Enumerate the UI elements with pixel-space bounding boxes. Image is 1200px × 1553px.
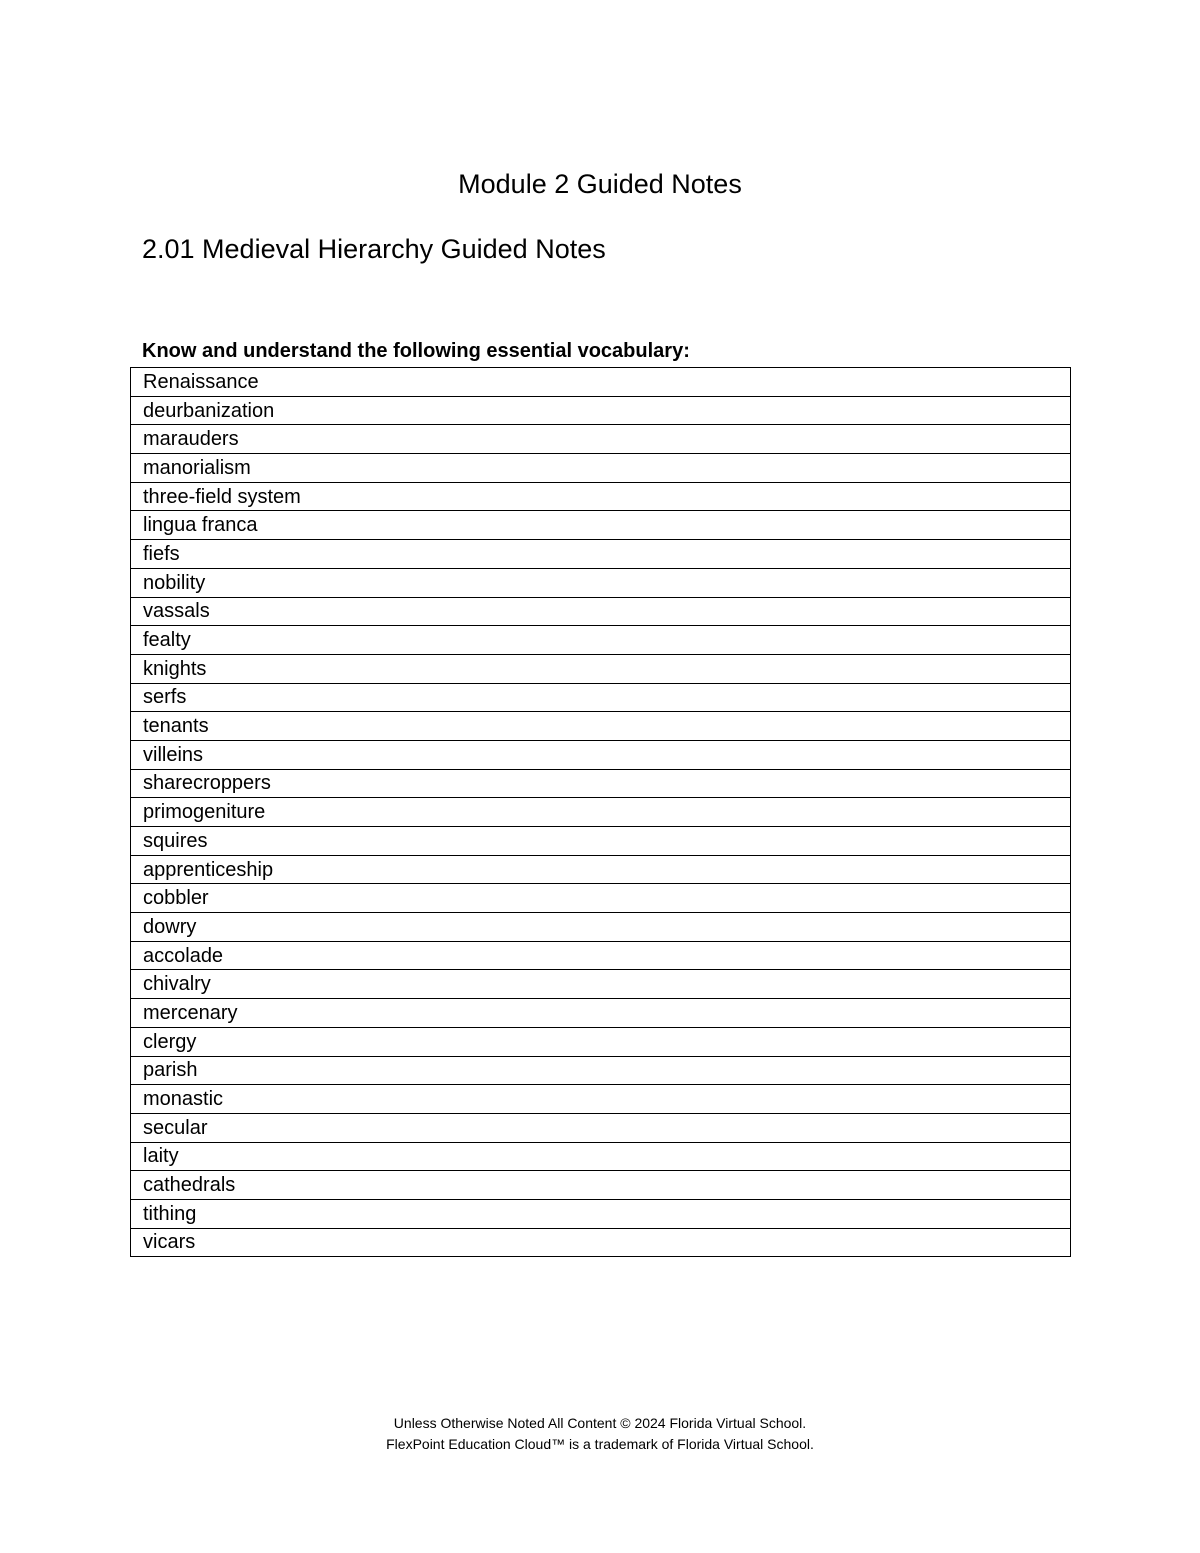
table-row <box>131 396 1071 425</box>
vocabulary-term: apprenticeship <box>131 855 1071 884</box>
table-row <box>131 1056 1071 1085</box>
table-row <box>131 999 1071 1028</box>
vocabulary-term: cobbler <box>131 884 1071 913</box>
table-row <box>131 1142 1071 1171</box>
vocabulary-term: cathedrals <box>131 1171 1071 1200</box>
footer-trademark: FlexPoint Education Cloud™ is a trademark of Florida Virtual School. <box>386 1436 814 1452</box>
vocabulary-term: deurbanization <box>131 396 1071 425</box>
vocabulary-term: sharecroppers <box>131 769 1071 798</box>
vocabulary-term: clergy <box>131 1027 1071 1056</box>
table-row <box>131 769 1071 798</box>
vocabulary-term: vicars <box>131 1228 1071 1257</box>
vocabulary-term: parish <box>131 1056 1071 1085</box>
vocabulary-term: mercenary <box>131 999 1071 1028</box>
vocabulary-term: serfs <box>131 683 1071 712</box>
table-row <box>131 740 1071 769</box>
vocabulary-term: fealty <box>131 626 1071 655</box>
vocabulary-term: tenants <box>131 712 1071 741</box>
table-row <box>131 511 1071 540</box>
vocabulary-term: laity <box>131 1142 1071 1171</box>
vocabulary-term: manorialism <box>131 454 1071 483</box>
vocabulary-term: fiefs <box>131 540 1071 569</box>
table-row <box>131 654 1071 683</box>
table-row <box>131 482 1071 511</box>
vocabulary-table-body <box>131 368 1071 1257</box>
section-title: 2.01 Medieval Hierarchy Guided Notes <box>142 234 606 264</box>
table-row <box>131 970 1071 999</box>
vocabulary-term: accolade <box>131 941 1071 970</box>
table-row <box>131 827 1071 856</box>
table-row <box>131 540 1071 569</box>
table-row <box>131 454 1071 483</box>
table-row <box>131 368 1071 397</box>
table-row <box>131 1113 1071 1142</box>
vocabulary-table <box>130 367 1071 1257</box>
vocabulary-term: marauders <box>131 425 1071 454</box>
vocabulary-term: monastic <box>131 1085 1071 1114</box>
vocabulary-term: villeins <box>131 740 1071 769</box>
vocabulary-term: secular <box>131 1113 1071 1142</box>
table-row <box>131 884 1071 913</box>
footer-copyright: Unless Otherwise Noted All Content © 2024 Florida Virtual School. <box>393 1415 807 1431</box>
footer <box>0 1413 1200 1455</box>
vocabulary-term: chivalry <box>131 970 1071 999</box>
table-row <box>131 798 1071 827</box>
table-row <box>131 597 1071 626</box>
table-row <box>131 913 1071 942</box>
vocabulary-term: primogeniture <box>131 798 1071 827</box>
vocabulary-term: dowry <box>131 913 1071 942</box>
table-row <box>131 1228 1071 1257</box>
table-row <box>131 1171 1071 1200</box>
table-row <box>131 683 1071 712</box>
table-row <box>131 1085 1071 1114</box>
table-row <box>131 941 1071 970</box>
table-row <box>131 425 1071 454</box>
vocabulary-term: tithing <box>131 1199 1071 1228</box>
vocabulary-term: knights <box>131 654 1071 683</box>
table-row <box>131 712 1071 741</box>
page-title: Module 2 Guided Notes <box>458 169 742 199</box>
table-row <box>131 855 1071 884</box>
vocabulary-term: nobility <box>131 568 1071 597</box>
table-row <box>131 1027 1071 1056</box>
table-row <box>131 626 1071 655</box>
vocabulary-term: lingua franca <box>131 511 1071 540</box>
vocabulary-term: vassals <box>131 597 1071 626</box>
vocabulary-term: three-field system <box>131 482 1071 511</box>
vocabulary-term: squires <box>131 827 1071 856</box>
vocabulary-term: Renaissance <box>131 368 1071 397</box>
table-row <box>131 1199 1071 1228</box>
vocabulary-heading: Know and understand the following essential vocabulary: <box>142 340 690 362</box>
table-row <box>131 568 1071 597</box>
